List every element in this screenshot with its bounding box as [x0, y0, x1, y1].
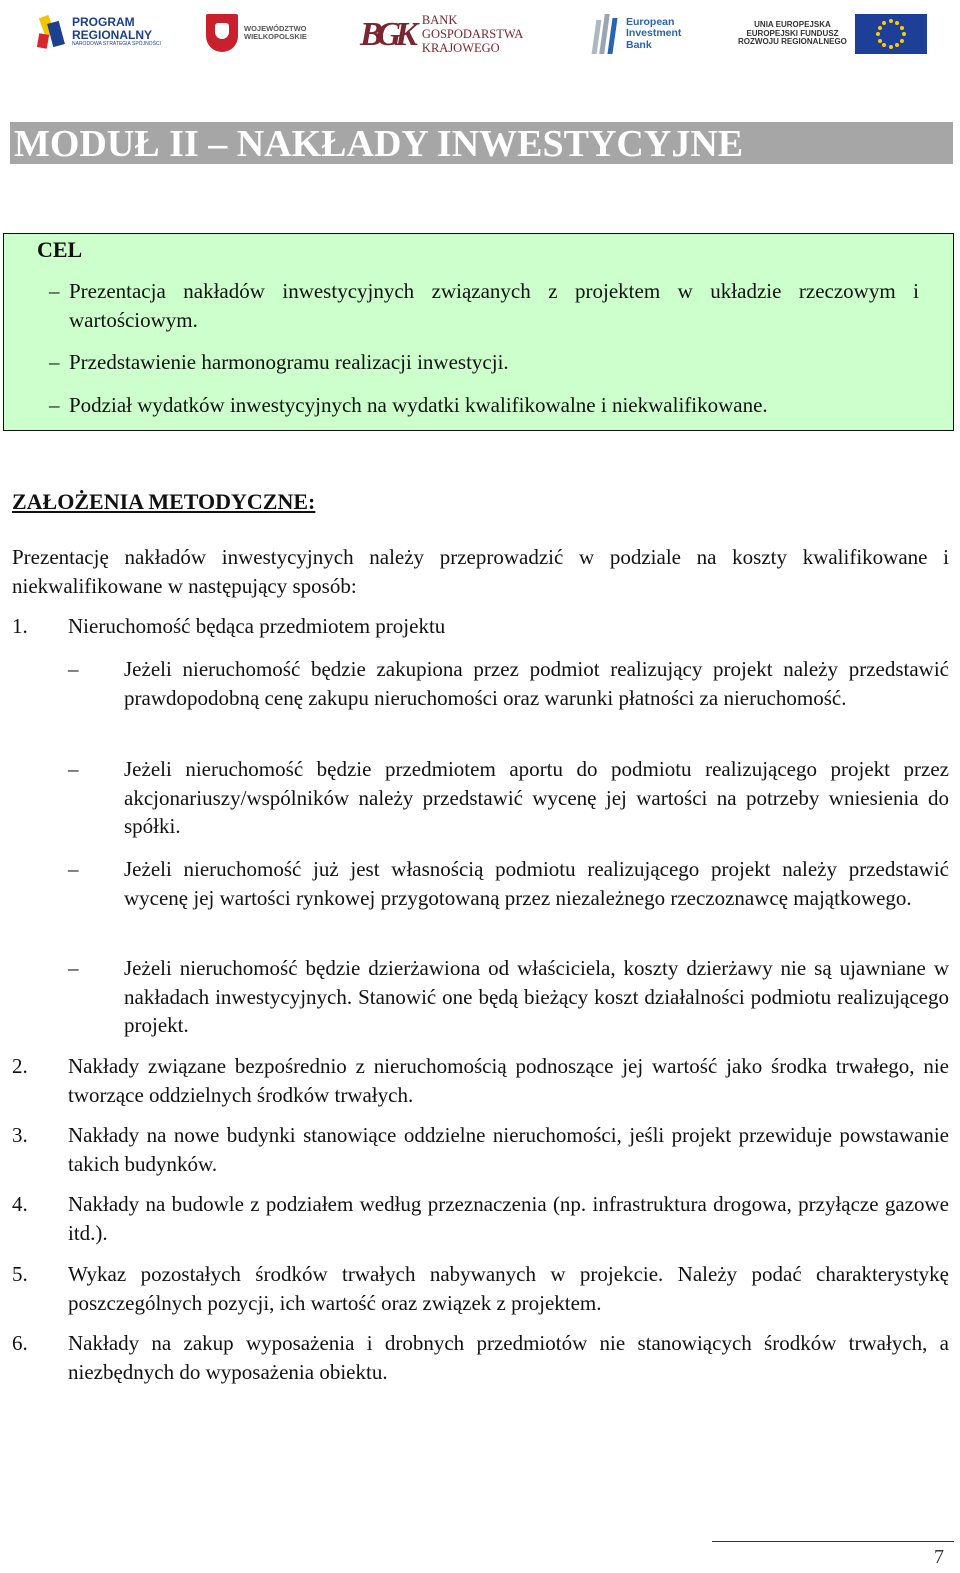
list-number-1: 1. — [12, 614, 28, 638]
sub-dash-4: – — [68, 956, 79, 980]
sub-item-4: Jeżeli nieruchomość będzie dzierżawiona od właściciela, koszty dzierżawy nie są ujawniane w nakładach inwestycyjnych. Stanowić one będą bieżący koszt działalności podmiotu realizującego projekt. — [124, 956, 949, 1037]
eu-star-icon — [878, 39, 882, 43]
cel-item-1: Prezentacja nakładów inwestycyjnych związanych z projektem w układzie rzeczowym i wartościowym. — [69, 279, 919, 332]
cel-item-2: Przedstawienie harmonogramu realizacji inwestycji. — [69, 350, 509, 374]
cel-dash-2: – — [49, 350, 60, 374]
eu-star-icon — [882, 21, 886, 25]
eu-star-icon — [895, 43, 899, 47]
eu-star-icon — [889, 45, 893, 49]
module-title: MODUŁ II – NAKŁADY INWESTYCYJNE — [10, 122, 953, 164]
wojewodztwo-logo — [206, 14, 307, 52]
list-item-6: Nakłady na zakup wyposażenia i drobnych przedmiotów nie stanowiących środków trwałych, a niezbędnych do wyposażenia obiektu. — [68, 1331, 949, 1384]
logo-program-line3: NARODOWA STRATEGIA SPÓJNOŚCI — [72, 41, 161, 48]
sub-item-2: Jeżeli nieruchomość będzie przedmiotem aportu do podmiotu realizującego projekt przez akcjonariuszy/wspólników należy przedstawić wycenę jej wartości na potrzeby wniesienia do spółki. — [124, 757, 949, 838]
cel-item-3: Podział wydatków inwestycyjnych na wydatki kwalifikowalne i niekwalifikowane. — [69, 393, 768, 417]
list-number-2: 2. — [12, 1054, 28, 1078]
list-number-6: 6. — [12, 1331, 28, 1355]
eu-star-icon — [882, 43, 886, 47]
eu-logo — [738, 14, 927, 54]
list-item-3: Nakłady na nowe budynki stanowiące oddzielne nieruchomości, jeśli projekt przewiduje powstawanie takich budynków. — [68, 1123, 949, 1176]
wielkopolska-shield-icon — [206, 14, 238, 52]
logo-eu-line3: ROZWOJU REGIONALNEGO — [738, 37, 847, 47]
cel-dash-3: – — [49, 393, 60, 417]
bgk-logo — [360, 14, 523, 55]
list-number-5: 5. — [12, 1262, 28, 1286]
cel-dash-1: – — [49, 279, 60, 303]
list-number-3: 3. — [12, 1123, 28, 1147]
logo-eib-line3: Bank — [626, 38, 652, 51]
page-number: 7 — [934, 1546, 944, 1568]
eu-star-icon — [876, 32, 880, 36]
program-regionalny-mark-icon — [38, 14, 66, 50]
logo-bgk-line3: KRAJOWEGO — [421, 40, 500, 55]
logo-program-line2: REGIONALNY — [72, 27, 153, 42]
logo-strip — [0, 10, 960, 60]
logo-bgk-line1: BANK — [421, 13, 458, 27]
logo-bgk-line2: GOSPODARSTWA — [421, 26, 524, 41]
zalozenia-intro: Prezentację nakładów inwestycyjnych należy przeprowadzić w podziale na koszty kwalifikowane i niekwalifikowane w następujący sposób: — [12, 545, 949, 598]
eu-star-icon — [902, 32, 906, 36]
sub-item-1: Jeżeli nieruchomość będzie zakupiona przez podmiot realizujący projekt należy przedstawić prawdopodobną cenę zakupu nieruchomości oraz warunki płatności za nieruchomość. — [124, 657, 949, 710]
list-item-2: Nakłady związane bezpośrednio z nieruchomością podnoszące jej wartość jako środka trwałego, nie tworzące oddzielnych środków trwałych. — [68, 1054, 949, 1107]
cel-heading: CEL — [37, 237, 83, 262]
eu-star-icon — [889, 19, 893, 23]
bgk-monogram: BGK — [360, 15, 412, 53]
logo-eu-line1: UNIA EUROPEJSKA — [754, 20, 831, 30]
sub-item-3: Jeżeli nieruchomość już jest własnością podmiotu realizującego projekt należy przedstawić wycenę jej wartości rynkowej przygotowaną przez niezależnego rzeczoznawcę majątkowego. — [124, 857, 949, 910]
logo-eu-line2: EUROPEJSKI FUNDUSZ — [746, 28, 839, 38]
program-regionalny-logo — [38, 14, 161, 50]
sub-dash-3: – — [68, 857, 79, 881]
sub-dash-1: – — [68, 657, 79, 681]
eu-star-icon — [900, 39, 904, 43]
eib-bars-icon — [594, 14, 618, 54]
list-item-1: Nieruchomość będąca przedmiotem projektu — [68, 614, 446, 638]
logo-eib-line1: European — [626, 16, 675, 29]
sub-dash-2: – — [68, 757, 79, 781]
list-item-4: Nakłady na budowle z podziałem według przeznaczenia (np. infrastruktura drogowa, przyłącze gazowe itd.). — [68, 1192, 949, 1245]
cel-box — [3, 233, 954, 431]
list-number-4: 4. — [12, 1192, 28, 1216]
eu-star-icon — [895, 21, 899, 25]
eu-star-icon — [878, 26, 882, 30]
eib-logo — [594, 14, 681, 54]
eu-star-icon — [900, 26, 904, 30]
logo-ww-line2: WIELKOPOLSKIE — [244, 32, 307, 41]
eu-flag-icon — [855, 14, 927, 54]
footer-rule — [712, 1541, 954, 1542]
logo-eib-line2: Investment — [626, 27, 682, 40]
zalozenia-heading: ZAŁOŻENIA METODYCZNE: — [12, 489, 316, 514]
logo-program-line1: PROGRAM — [72, 15, 135, 30]
list-item-5: Wykaz pozostałych środków trwałych nabywanych w projekcie. Należy podać charakterystykę poszczególnych pozycji, ich wartość oraz związek z projektem. — [68, 1262, 949, 1315]
logo-ww-line1: WOJEWÓDZTWO — [244, 24, 307, 34]
